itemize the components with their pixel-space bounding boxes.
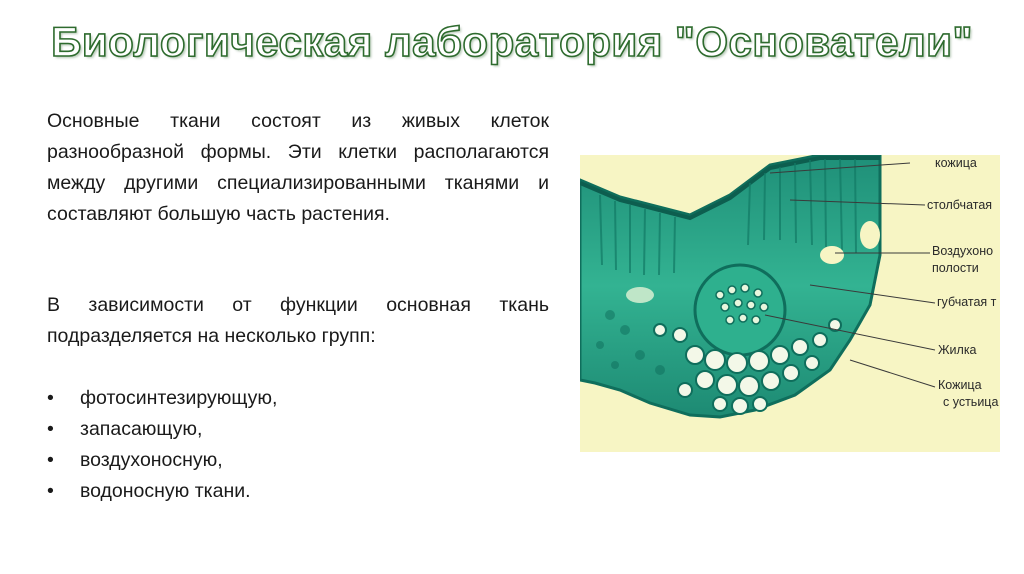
bullet-icon: • [47,449,54,471]
label-palisade: столбчатая [927,198,993,212]
list-item-text: водоносную ткани. [80,480,251,502]
list-item [47,476,277,507]
list-item [47,445,277,476]
bullet-icon: • [47,418,54,440]
intro-paragraph: Основные ткани состоят из живых клеток разнообразной формы. Эти клетки располагаются между другими специализированными тканями и составляют большую часть растения. [47,110,549,225]
list-item-text: запасающую, [80,418,203,440]
label-epidermis: кожица [935,156,977,170]
vein [695,265,785,355]
air-cavity [860,221,880,249]
slide-title: Биологическая лаборатория "Основатели" [51,18,973,65]
label-air-cavities-1: Воздухоно [932,244,994,258]
tissue-groups-list [47,383,277,507]
label-stomata-epidermis-2: с устьица [943,395,999,409]
label-vein: Жилка [938,343,977,357]
list-item-text: фотосинтезирующую, [80,387,278,409]
label-stomata-epidermis-1: Кожица [938,378,982,392]
air-cavity [626,287,654,303]
label-spongy: губчатая т [937,295,997,309]
bullet-icon: • [47,387,54,409]
leaf-cross-section-figure [580,155,1000,452]
list-item-text: воздухоносную, [80,449,223,471]
list-item [47,414,277,445]
groups-paragraph: В зависимости от функции основная ткань подразделяется на несколько групп: [47,294,549,347]
list-item [47,383,277,414]
air-cavity [820,246,844,264]
bullet-icon: • [47,480,54,502]
label-air-cavities-2: полости [932,261,979,275]
